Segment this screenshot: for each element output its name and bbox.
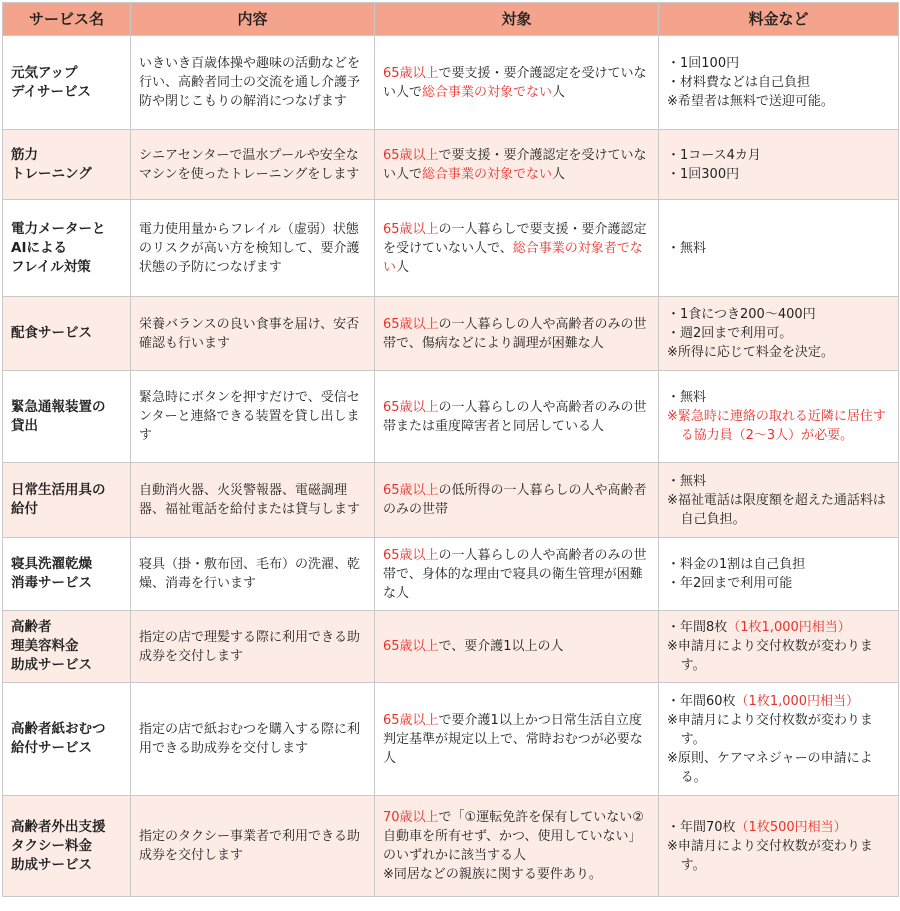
fee-line [667,388,890,407]
fee-cell [659,611,899,683]
service-name-cell: 高齢者外出支援 タクシー料金 助成サービス [3,796,131,897]
text-segment: ・料金の1割は自己負担 [667,557,806,572]
text-segment: の一人暮らしで要支援・要介護認定を受けていない人で、 [383,221,647,256]
text-segment: で「①運転免許を保有していない②自動車を所有せず、かつ、使用していない」のいずれかに該当する人 ※同居などの親族に関する要件あり。 [383,810,644,882]
fee-line [667,711,890,749]
fee-line [667,574,890,593]
target-cell [375,796,659,897]
text-segment: ・1回100円 [667,56,740,71]
text-segment: で、要介護1以上の人 [438,639,564,654]
text-segment: ・年間70枚 [667,819,736,835]
fee-line [667,407,890,445]
fee-line [667,146,890,165]
content-cell: 指定のタクシー事業者で利用できる助成券を交付します [131,796,375,897]
fee-line [667,749,890,787]
table-row [3,36,899,130]
highlight-text: 総合事業の対象でない [422,84,553,100]
service-name-cell: 高齢者紙おむつ 給付サービス [3,683,131,796]
target-cell [375,371,659,463]
content-cell: 自動消火器、火災警報器、電磁調理器、福祉電話を給付または貸与します [131,463,375,538]
header-fee: 料金など [659,3,899,36]
target-cell [375,297,659,371]
target-cell [375,130,659,200]
header-service-name: サービス名 [3,3,131,36]
table-row [3,538,899,611]
text-segment: ・1食につき200～400円 [667,307,816,322]
content-cell: 栄養バランスの良い食事を届け、安否確認も行います [131,297,375,371]
highlight-text: ※緊急時に連絡の取れる近隣に居住する協力員（2～3人）が必要。 [667,409,886,443]
highlight-text: （1枚500円相当） [735,819,847,835]
text-segment: ※希望者は無料で送迎可能。 [667,94,834,109]
text-segment: ・1コース4カ月 [667,147,761,163]
text-segment: の一人暮らしの人や高齢者のみの世帯または重度障害者と同居している人 [383,399,647,434]
highlight-text: 65歳以上 [383,547,439,563]
fee-line [667,305,890,324]
highlight-text: 65歳以上 [383,639,439,654]
highlight-text: 65歳以上 [383,65,439,81]
fee-line [667,73,890,92]
service-name-cell: 元気アップ デイサービス [3,36,131,130]
content-cell: 寝具（掛・敷布団、毛布）の洗濯、乾燥、消毒を行います [131,538,375,611]
text-segment: ・週2回まで利用可。 [667,326,793,341]
fee-line [667,343,890,362]
text-segment: 人 [552,84,566,100]
table-row [3,796,899,897]
service-name-cell: 寝具洗濯乾燥 消毒サービス [3,538,131,611]
fee-cell [659,36,899,130]
text-segment: ・年間60枚 [667,693,736,709]
fee-line [667,54,890,73]
target-cell [375,200,659,297]
text-segment: ・無料 [667,473,707,489]
highlight-text: 65歳以上 [383,712,439,728]
table-row [3,297,899,371]
target-cell [375,463,659,538]
fee-cell [659,796,899,897]
highlight-text: 65歳以上 [383,483,439,498]
text-segment: の低所得の一人暮らしの人や高齢者のみの世帯 [383,483,647,517]
target-cell [375,36,659,130]
highlight-text: 65歳以上 [383,316,439,332]
service-name-cell: 筋力 トレーニング [3,130,131,200]
header-target: 対象 [375,3,659,36]
fee-cell [659,683,899,796]
service-name-cell: 高齢者 理美容料金 助成サービス [3,611,131,683]
fee-line [667,637,890,675]
table-row [3,200,899,297]
fee-cell [659,200,899,297]
services-table [2,2,899,897]
text-segment: ・年間8枚 [667,620,728,635]
text-segment: の一人暮らしの人や高齢者のみの世帯で、傷病などにより調理が困難な人 [383,316,647,351]
fee-cell [659,297,899,371]
text-segment: ・無料 [667,390,707,405]
text-segment: ※福祉電話は限度額を超えた通話料は自己負担。 [667,492,886,527]
content-cell: シニアセンターで温水プールや安全なマシンを使ったトレーニングをします [131,130,375,200]
table-row [3,463,899,538]
header-row [3,3,899,36]
service-name-cell: 日常生活用具の 給付 [3,463,131,538]
target-cell [375,538,659,611]
text-segment: ※申請月により交付枚数が変わります。 [667,712,873,747]
table-row [3,683,899,796]
fee-cell [659,371,899,463]
text-segment: ・1回300円 [667,166,740,182]
highlight-text: （1枚1,000円相当） [727,620,851,635]
service-name-cell: 配食サービス [3,297,131,371]
text-segment: ・材料費などは自己負担 [667,75,811,90]
text-segment: ※原則、ケアマネジャーの申請による。 [667,750,873,785]
service-name-cell: 緊急通報装置の 貸出 [3,371,131,463]
fee-cell [659,538,899,611]
highlight-text: 総合事業の対象者でない [383,240,643,275]
text-segment: 人 [552,166,566,182]
fee-line [667,165,890,184]
text-segment: ※所得に応じて料金を決定。 [667,345,834,360]
highlight-text: 70歳以上 [383,810,439,825]
fee-line [667,324,890,343]
service-name-cell: 電力メーターと AIによる フレイル対策 [3,200,131,297]
fee-cell [659,463,899,538]
target-cell [375,683,659,796]
header-content: 内容 [131,3,375,36]
fee-line [667,491,890,529]
text-segment: で要支援・要介護認定を受けていない人で [383,147,647,182]
content-cell: いきいき百歳体操や趣味の活動などを行い、高齢者同士の交流を通し介護予防や閉じこもりの解消につなげます [131,36,375,130]
table-row [3,130,899,200]
text-segment: ・年2回まで利用可能 [667,576,793,591]
target-cell [375,611,659,683]
fee-line [667,92,890,111]
text-segment: 人 [396,259,410,275]
content-cell: 指定の店で理髪する際に利用できる助成券を交付します [131,611,375,683]
text-segment: ※申請月により交付枚数が変わります。 [667,639,873,673]
fee-line [667,472,890,491]
fee-line [667,618,890,637]
highlight-text: 65歳以上 [383,221,439,237]
highlight-text: （1枚1,000円相当） [735,693,860,709]
text-segment: ※申請月により交付枚数が変わります。 [667,838,873,873]
fee-cell [659,130,899,200]
fee-line [667,239,890,258]
fee-line [667,692,890,711]
content-cell: 指定の店で紙おむつを購入する際に利用できる助成券を交付します [131,683,375,796]
fee-line [667,837,890,875]
fee-line [667,818,890,837]
text-segment: で要介護1以上かつ日常生活自立度判定基準が規定以上で、常時おむつが必要な人 [383,712,643,766]
highlight-text: 65歳以上 [383,399,439,415]
content-cell: 緊急時にボタンを押すだけで、受信センターと連絡できる装置を貸し出します [131,371,375,463]
table-row [3,371,899,463]
text-segment: で要支援・要介護認定を受けていない人で [383,65,647,100]
text-segment: の一人暮らしの人や高齢者のみの世帯で、身体的な理由で寝具の衛生管理が困難な人 [383,547,647,601]
highlight-text: 総合事業の対象でない [422,166,553,182]
text-segment: ・無料 [667,240,707,256]
highlight-text: 65歳以上 [383,147,439,163]
content-cell: 電力使用量からフレイル（虚弱）状態のリスクが高い方を検知して、要介護状態の予防につなげます [131,200,375,297]
table-row [3,611,899,683]
fee-line [667,555,890,574]
